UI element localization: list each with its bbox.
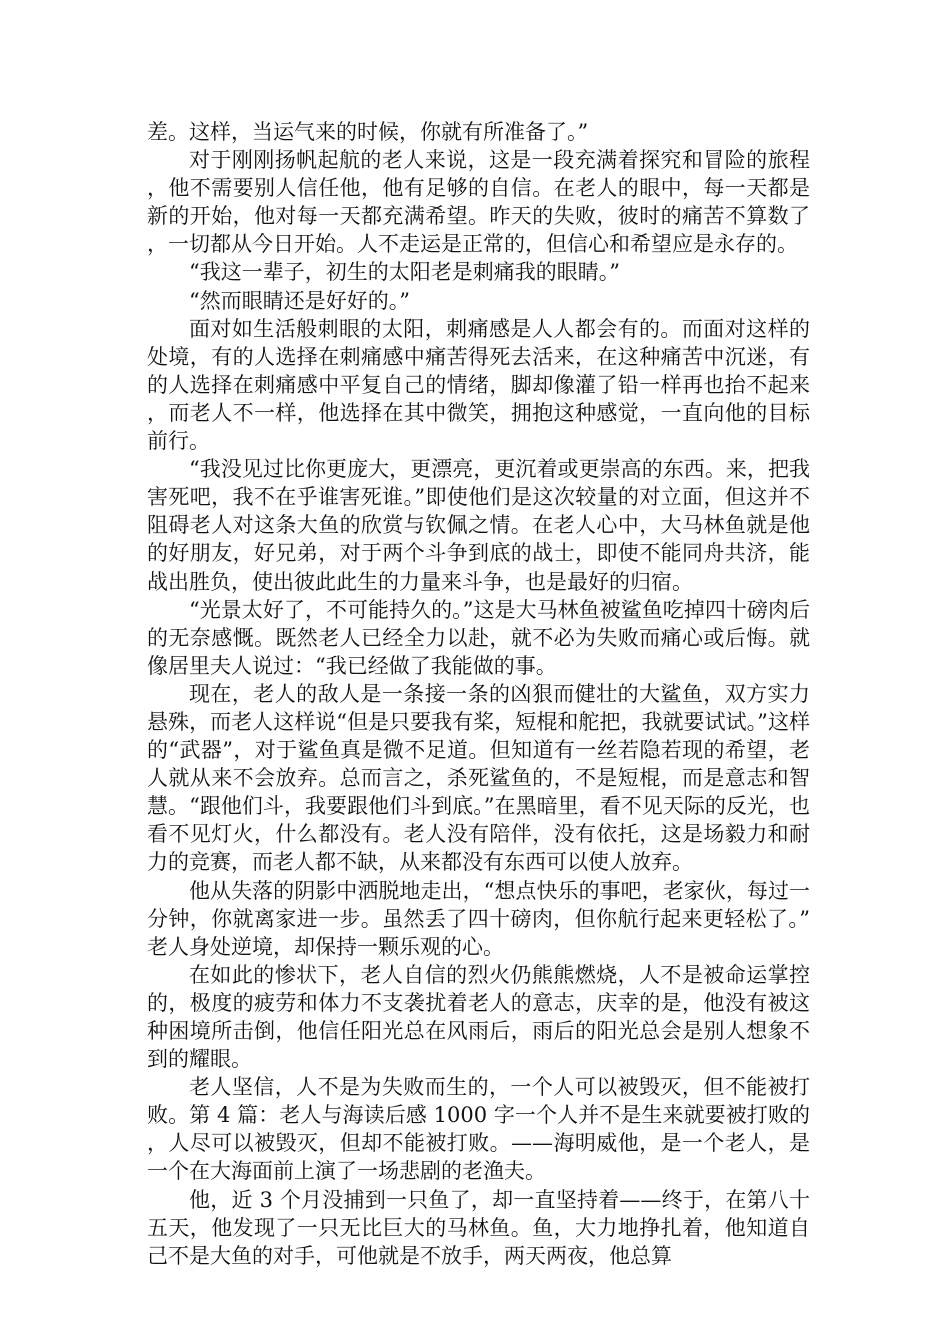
- paragraph-7: “光景太好了，不可能持久的。”这是大马林鱼被鲨鱼吃掉四十磅肉后的无奈感慨。既然老人已经全力以赴，就不必为失败而痛心或后悔。就像居里夫人说过：“我已经做了我能做的事。: [147, 597, 810, 678]
- paragraph-3: “我这一辈子，初生的太阳老是刺痛我的眼睛。”: [189, 260, 620, 285]
- paragraph-4: “然而眼睛还是好好的。”: [189, 288, 410, 313]
- paragraph-9: 他从失落的阴影中洒脱地走出，“想点快乐的事吧，老家伙，每过一分钟，你就离家进一步。虽然丢了四十磅肉，但你航行起来更轻松了。”老人身处逆境，却保持一颗乐观的心。: [147, 878, 810, 959]
- paragraph-5: 面对如生活般刺眼的太阳，刺痛感是人人都会有的。而面对这样的处境，有的人选择在刺痛感中痛苦得死去活来，在这种痛苦中沉迷，有的人选择在刺痛感中平复自己的情绪，脚却像灌了铅一样再也抬不起来，而老人不一样，他选择在其中微笑，拥抱这种感觉，一直向他的目标前行。: [147, 316, 810, 454]
- paragraph-12: 他，近 3 个月没捕到一只鱼了，却一直坚持着——终于，在第八十五天，他发现了一只无比巨大的马林鱼。鱼，大力地挣扎着，他知道自己不是大鱼的对手，可他就是不放手，两天两夜，他总算: [147, 1187, 810, 1268]
- paragraph-1: 差。这样，当运气来的时候，你就有所准备了。”: [147, 120, 589, 144]
- paragraph-11: 老人坚信，人不是为失败而生的，一个人可以被毁灭，但不能被打败。第 4 篇：老人与海读后感 1000 字一个人并不是生来就要被打败的，人尽可以被毁灭，但却不能被打败。——海明威他，是一个老人，是一个在大海面前上演了一场悲剧的老渔夫。: [147, 1075, 810, 1184]
- paragraph-6: “我没见过比你更庞大，更漂亮，更沉着或更崇高的东西。来，把我害死吧，我不在乎谁害死谁。”即使他们是这次较量的对立面，但这并不阻碍老人对这条大鱼的欣赏与钦佩之情。在老人心中，大马林鱼就是他的好朋友，好兄弟，对于两个斗争到底的战士，即使不能同舟共济，能战出胜负，使出彼此此生的力量来斗争，也是最好的归宿。: [147, 457, 810, 594]
- paragraph-10: 在如此的惨状下，老人自信的烈火仍熊熊燃烧，人不是被命运掌控的，极度的疲劳和体力不支袭扰着老人的意志，庆幸的是，他没有被这种困境所击倒，他信任阳光总在风雨后，雨后的阳光总会是别人想象不到的耀眼。: [147, 962, 810, 1072]
- paragraph-8: 现在，老人的敌人是一条接一条的凶狠而健壮的大鲨鱼，双方实力悬殊，而老人这样说“但是只要我有桨，短棍和舵把，我就要试试。”这样的“武器”，对于鲨鱼真是微不足道。但知道有一丝若隐若现的希望，老人就从来不会放弃。总而言之，杀死鲨鱼的，不是短棍，而是意志和智慧。“跟他们斗，我要跟他们斗到底。”在黑暗里，看不见天际的反光，也看不见灯火，什么都没有。老人没有陪伴，没有依托，这是场毅力和耐力的竞赛，而老人都不缺，从来都没有东西可以使人放弃。: [147, 681, 810, 875]
- document-page: [147, 118, 810, 1270]
- paragraph-2: 对于刚刚扬帆起航的老人来说，这是一段充满着探究和冒险的旅程，他不需要别人信任他，他有足够的自信。在老人的眼中，每一天都是新的开始，他对每一天都充满希望。昨天的失败，彼时的痛苦不算数了，一切都从今日开始。人不走运是正常的，但信心和希望应是永存的。: [147, 148, 810, 257]
